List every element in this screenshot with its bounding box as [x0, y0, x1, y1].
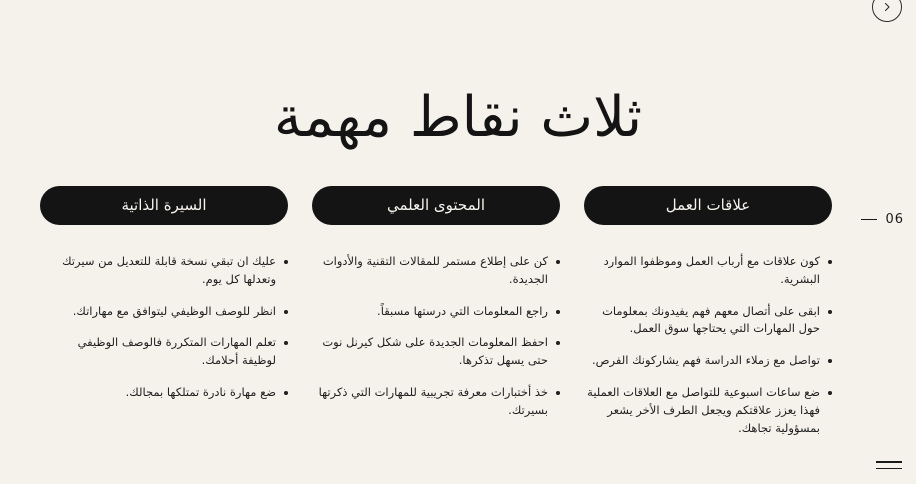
bullet-dot-icon — [828, 310, 832, 314]
bullet-text: ضع مهارة نادرة تمتلكها بمجالك. — [125, 385, 276, 400]
chevron-right-icon — [882, 2, 892, 12]
list-item — [584, 253, 832, 289]
bullet-text: كون علاقات مع أرباب العمل وموظفوا الموارد البشرية. — [603, 254, 820, 286]
list-item — [40, 303, 288, 321]
menu-bar — [876, 468, 902, 470]
bullet-dot-icon — [284, 341, 288, 345]
content-columns — [40, 186, 876, 452]
list-item — [584, 303, 832, 339]
bullet-dot-icon — [828, 391, 832, 395]
bullet-list-knowledge — [312, 253, 560, 420]
bullet-list-networking — [584, 253, 832, 438]
bullet-dot-icon — [556, 260, 560, 264]
bullet-dot-icon — [556, 391, 560, 395]
column-heading-resume[interactable]: السيرة الذاتية — [40, 186, 288, 225]
bullet-text: عليك ان تبقي نسخة قابلة للتعديل من سيرتك وتعدلها كل يوم. — [62, 254, 276, 286]
menu-bar — [876, 461, 902, 463]
page-title: ثلاث نقاط مهمة — [273, 84, 643, 150]
bullet-text: تعلم المهارات المتكررة فالوصف الوظيفي لوظيفة أحلامك. — [77, 335, 276, 368]
bullet-text: تواصل مع زملاء الدراسة فهم يشاركونك الفرص. — [592, 353, 820, 368]
bullet-dot-icon — [556, 341, 560, 345]
list-item — [40, 334, 288, 370]
list-item — [40, 253, 288, 289]
bullet-dot-icon — [284, 391, 288, 395]
column-networking — [584, 186, 832, 452]
next-slide-button[interactable] — [872, 0, 902, 22]
bullet-text: راجع المعلومات التي درستها مسبقاً. — [377, 303, 548, 318]
bullet-text: احفظ المعلومات الجديدة على شكل كيرنل نوت حتى يسهل تذكرها. — [322, 335, 548, 368]
bullet-dot-icon — [556, 310, 560, 314]
list-item — [40, 384, 288, 402]
column-heading-networking[interactable]: علاقات العمل — [584, 186, 832, 225]
bullet-text: ابقى على أتصال معهم فهم يفيدونك بمعلومات حول المهارات التي يحتاجها سوق العمل. — [602, 303, 820, 336]
bullet-list-resume — [40, 253, 288, 402]
bullet-text: ضع ساعات اسبوعية للتواصل مع العلاقات العملية فهذا يعزز علاقتكم ويجعل الطرف الأخر يشعر بمسؤولية تجاهك. — [587, 385, 820, 435]
bullet-dot-icon — [828, 359, 832, 363]
list-item — [584, 352, 832, 370]
column-knowledge — [312, 186, 560, 452]
list-item — [312, 253, 560, 289]
list-item — [312, 303, 560, 321]
list-item — [584, 384, 832, 437]
column-heading-knowledge[interactable]: المحتوى العلمي — [312, 186, 560, 225]
bullet-text: انظر للوصف الوظيفي ليتوافق مع مهاراتك. — [72, 303, 276, 318]
bullet-dot-icon — [284, 260, 288, 264]
bullet-text: خذ أختبارات معرفة تجريبية للمهارات التي ذكرتها بسيرتك. — [318, 385, 548, 417]
list-item — [312, 334, 560, 370]
list-item — [312, 384, 560, 420]
column-resume — [40, 186, 288, 452]
bullet-dot-icon — [284, 310, 288, 314]
hamburger-menu-icon[interactable] — [876, 454, 902, 476]
bullet-dot-icon — [828, 260, 832, 264]
page-number-value: 06 — [885, 212, 904, 227]
bullet-text: كن على إطلاع مستمر للمقالات التقنية والأدوات الجديدة. — [322, 254, 548, 286]
